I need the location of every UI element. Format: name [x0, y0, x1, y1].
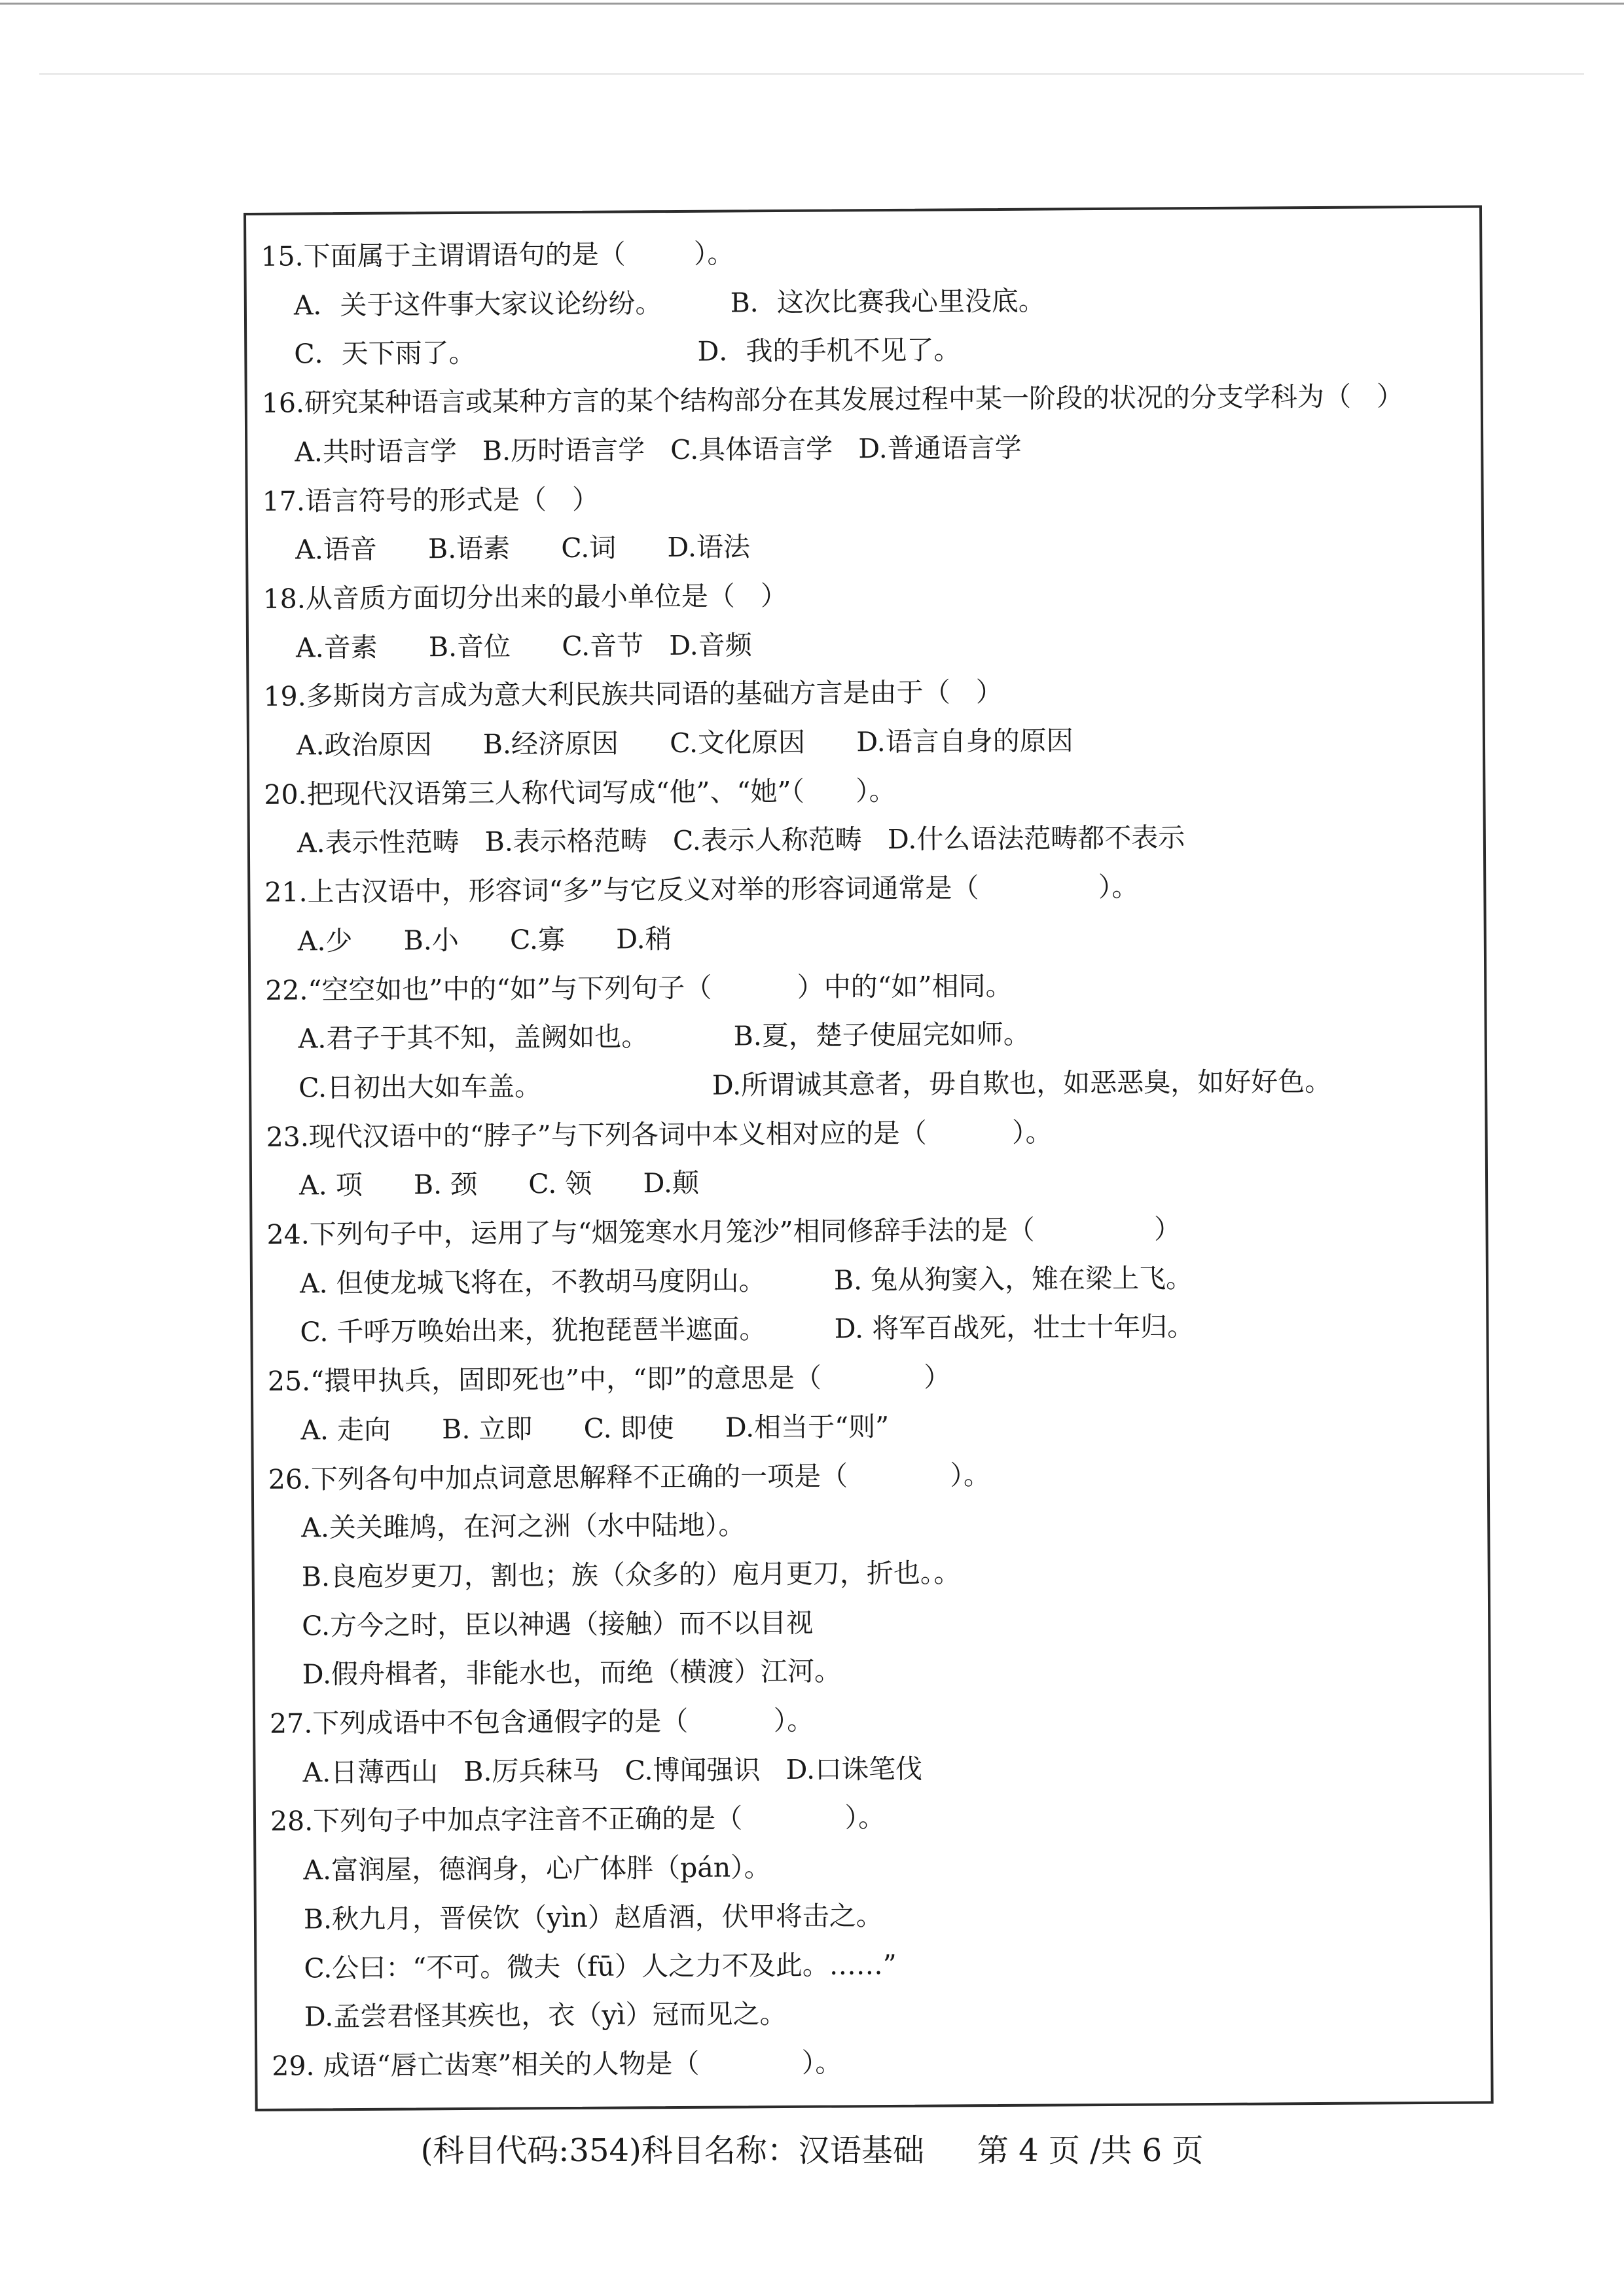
answer-options: A. 但使龙城飞将在，不教胡马度阴山。 B. 兔从狗窦入，雉在梁上飞。	[299, 1262, 1193, 1300]
question-stem: 24.下列句子中，运用了与“烟笼寒水月笼沙”相同修辞手法的是（ ）	[266, 1213, 1182, 1250]
answer-options: A. 走向 B. 立即 C. 即使 D.相当于“则”	[300, 1410, 890, 1446]
question-stem: 18.从音质方面切分出来的最小单位是（ ）	[262, 579, 788, 615]
question-stem: 23.现代汉语中的“脖子”与下列各词中本义相对应的是（ ）。	[266, 1116, 1053, 1153]
answer-options: C．天下雨了。 D．我的手机不见了。	[294, 334, 961, 370]
answer-options: C.公曰：“不可。微夫（fū）人之力不及此。……”	[304, 1948, 897, 1984]
question-stem: 28.下列句子中加点字注音不正确的是（ ）。	[270, 1802, 886, 1838]
question-stem: 17.语言符号的形式是（ ）	[262, 483, 600, 517]
question-stem: 15.下面属于主谓谓语句的是（ ）。	[261, 238, 734, 272]
question-stem: 29. 成语“唇亡齿寒”相关的人物是（ ）。	[272, 2047, 842, 2082]
answer-options: C. 千呼万唤始出来，犹抱琵琶半遮面。 D. 将军百战死，壮士十年归。	[300, 1311, 1195, 1348]
page-footer	[0, 2131, 1624, 2170]
answer-options: C.日初出大如车盖。 D.所谓诚其意者，毋自欺也，如恶恶臭，如好好色。	[298, 1065, 1332, 1104]
answer-options: A.音素 B.音位 C.音节 D.音频	[295, 629, 752, 664]
answer-options: A．关于这件事大家议论纷纷。 B．这次比赛我心里没底。	[293, 285, 1045, 321]
answer-options: A.君子于其不知，盖阙如也。 B.夏，楚子使屈完如师。	[298, 1018, 1030, 1055]
question-stem: 26.下列各句中加点词意思解释不正确的一项是（ ）。	[268, 1459, 991, 1495]
answer-options: A.表示性范畴 B.表示格范畴 C.表示人称范畴 D.什么语法范畴都不表示	[297, 822, 1185, 859]
subject-info: (科目代码:354)科目名称：汉语基础	[420, 2132, 924, 2169]
answer-options: D.假舟楫者，非能水也，而绝（横渡）江河。	[302, 1655, 842, 1690]
answer-options: A. 项 B. 颈 C. 领 D.颠	[298, 1167, 700, 1201]
question-frame	[244, 205, 1494, 2111]
scan-faint-line	[39, 73, 1584, 75]
answer-options: A.富润屋，德润身，心广体胖（pán）。	[303, 1851, 771, 1886]
answer-options: A.关关雎鸠，在河之洲（水中陆地）。	[301, 1509, 746, 1544]
answer-options: A.日薄西山 B.厉兵秣马 C.博闻强识 D.口诛笔伐	[302, 1753, 923, 1789]
answer-options: B.秋九月，晋侯饮（yìn）赵盾酒，伏甲将击之。	[303, 1899, 883, 1935]
question-stem: 21.上古汉语中，形容词“多”与它反义对举的形容词通常是（ ）。	[264, 871, 1139, 908]
question-stem: 22.“空空如也”中的“如”与下列句子（ ）中的“如”相同。	[265, 970, 1013, 1006]
answer-options: B.良庖岁更刀，割也；族（众多的）庖月更刀，折也。。	[301, 1557, 961, 1593]
question-stem: 20.把现代汉语第三人称代词写成“他”、“她”（ ）。	[264, 774, 896, 811]
scan-edge-line	[0, 3, 1624, 5]
question-stem: 25.“擐甲执兵，固即死也”中，“即”的意思是（ ）	[267, 1361, 951, 1397]
question-stem: 19.多斯岗方言成为意大利民族共同语的基础方言是由于（ ）	[263, 676, 1003, 713]
answer-options: A.共时语言学 B.历时语言学 C.具体语言学 D.普通语言学	[295, 431, 1022, 468]
answer-options: A.政治原因 B.经济原因 C.文化原因 D.语言自身的原因	[296, 725, 1074, 761]
answer-options: C.方今之时，臣以神遇（接触）而不以目视	[302, 1607, 814, 1642]
page-number: 第 4 页 /共 6 页	[977, 2132, 1204, 2169]
answer-options: D.孟尝君怪其疾也，衣（yì）冠而见之。	[304, 1998, 787, 2033]
question-stem: 27.下列成语中不包含通假字的是（ ）。	[269, 1704, 814, 1740]
answer-options: A.少 B.小 C.寡 D.稍	[297, 922, 672, 957]
question-stem: 16.研究某种语言或某种方言的某个结构部分在其发展过程中某一阶段的状况的分支学科为（ ）	[261, 380, 1404, 419]
answer-options: A.语音 B.语素 C.词 D.语法	[295, 531, 751, 566]
